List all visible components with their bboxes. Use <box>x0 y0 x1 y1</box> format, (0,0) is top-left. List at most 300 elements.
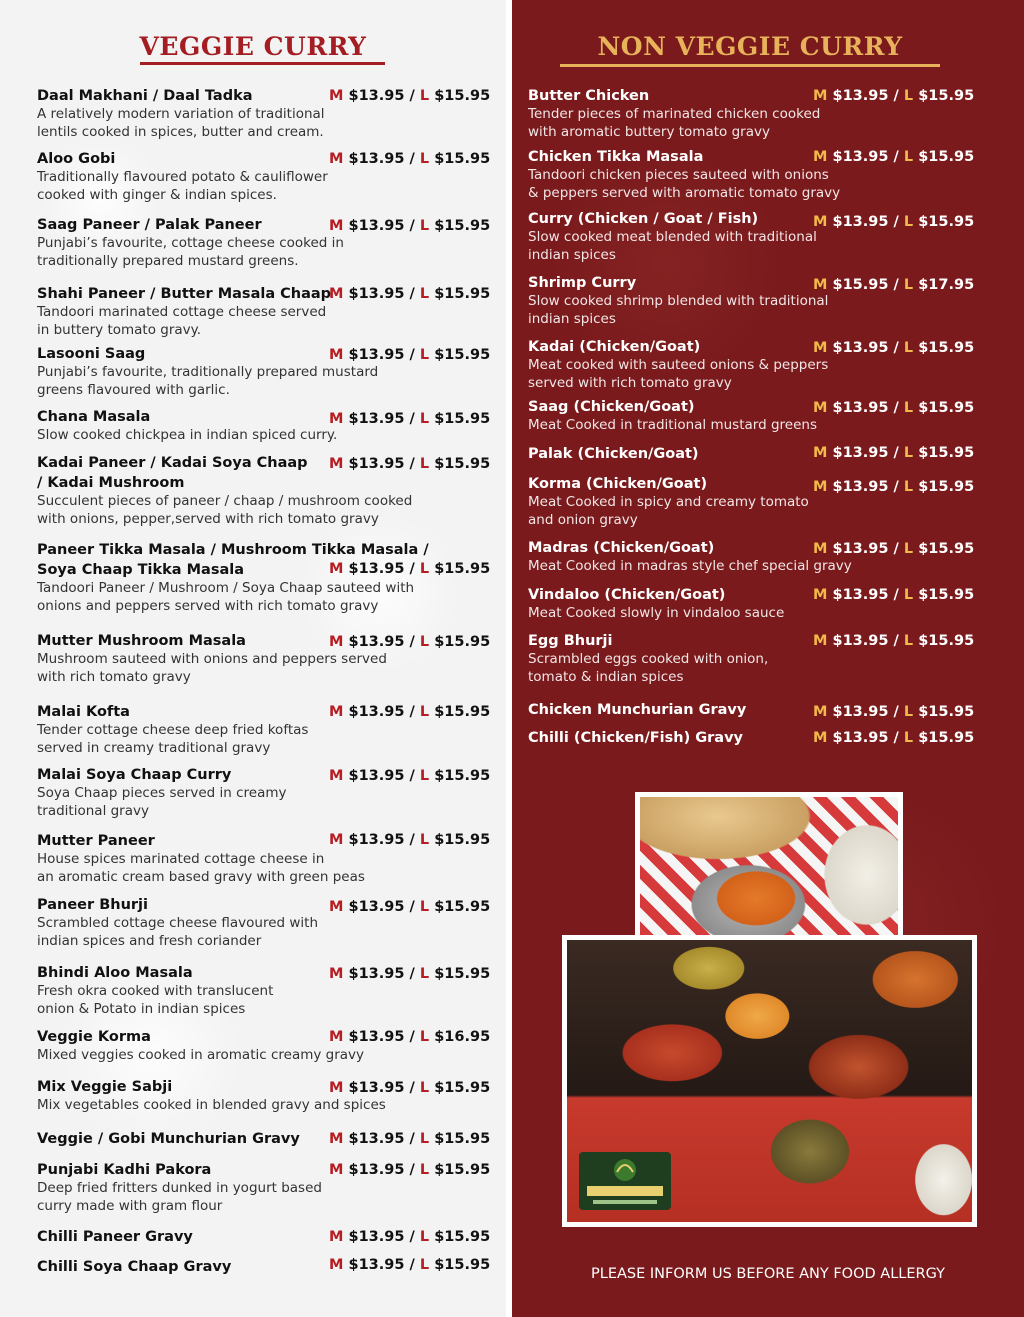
large-price: $15.95 <box>434 704 491 720</box>
large-size-label: L <box>419 88 430 104</box>
large-size-label: L <box>419 1229 430 1245</box>
medium-size-label: M <box>329 456 344 472</box>
medium-price: $13.95 <box>348 347 405 363</box>
item-name: Egg Bhurji <box>528 633 613 649</box>
large-price: $15.95 <box>434 347 491 363</box>
item-description: tomato & indian spices <box>528 668 684 685</box>
medium-size-label: M <box>329 88 344 104</box>
medium-size-label: M <box>813 277 828 293</box>
item-price <box>329 1129 490 1149</box>
item-name: Madras (Chicken/Goat) <box>528 540 715 556</box>
price-separator: / <box>409 286 415 302</box>
item-description: curry made with gram flour <box>37 1197 223 1214</box>
large-size-label: L <box>903 730 914 746</box>
large-size-label: L <box>419 561 430 577</box>
item-name: Curry (Chicken / Goat / Fish) <box>528 211 759 227</box>
medium-size-label: M <box>813 541 828 557</box>
medium-size-label: M <box>329 151 344 167</box>
medium-price: $13.95 <box>832 633 889 649</box>
price-separator: / <box>893 340 899 356</box>
item-name: Chilli Paneer Gravy <box>37 1229 193 1245</box>
item-description: Meat Cooked in madras style chef special gravy <box>528 558 852 574</box>
item-description: Slow cooked shrimp blended with traditional <box>528 293 829 309</box>
large-price: $15.95 <box>434 151 491 167</box>
medium-size-label: M <box>329 1080 344 1096</box>
item-description: onion & Potato in indian spices <box>37 1000 246 1017</box>
price-separator: / <box>893 214 899 230</box>
price-separator: / <box>409 88 415 104</box>
medium-size-label: M <box>329 1257 344 1273</box>
item-price <box>329 149 490 169</box>
item-name: Aloo Gobi <box>37 151 116 167</box>
medium-price: $13.95 <box>832 400 889 416</box>
medium-size-label: M <box>329 704 344 720</box>
price-separator: / <box>893 541 899 557</box>
item-price <box>329 409 490 429</box>
non-veggie-curry-title: NON VEGGIE CURRY <box>597 32 903 61</box>
item-description: Mixed veggies cooked in aromatic creamy gravy <box>37 1047 365 1063</box>
large-price: $15.95 <box>434 768 491 784</box>
large-size-label: L <box>903 400 914 416</box>
item-description: Soya Chaap pieces served in creamy <box>37 785 287 801</box>
medium-price: $13.95 <box>348 218 405 234</box>
medium-price: $13.95 <box>348 704 405 720</box>
price-separator: / <box>409 561 415 577</box>
item-name: Bhindi Aloo Masala <box>37 965 193 981</box>
item-description: Succulent pieces of paneer / chaap / mushroom cooked <box>37 493 413 509</box>
medium-size-label: M <box>813 479 828 495</box>
item-name: Soya Chaap Tikka Masala <box>37 562 245 578</box>
large-price: $15.95 <box>434 456 491 472</box>
medium-price: $13.95 <box>832 149 889 165</box>
medium-size-label: M <box>329 1229 344 1245</box>
item-price <box>329 1160 490 1180</box>
medium-size-label: M <box>329 347 344 363</box>
price-separator: / <box>409 1257 415 1273</box>
item-description: cooked with ginger & indian spices. <box>37 186 277 203</box>
medium-size-label: M <box>813 730 828 746</box>
medium-size-label: M <box>813 149 828 165</box>
item-description: Fresh okra cooked with translucent <box>37 983 274 999</box>
large-size-label: L <box>419 899 430 915</box>
price-separator: / <box>409 704 415 720</box>
price-separator: / <box>893 704 899 720</box>
large-size-label: L <box>903 277 914 293</box>
large-size-label: L <box>419 1131 430 1147</box>
item-price <box>329 702 490 722</box>
item-name: Punjabi Kadhi Pakora <box>37 1162 212 1178</box>
medium-price: $13.95 <box>348 1131 405 1147</box>
large-price: $15.95 <box>918 340 975 356</box>
price-separator: / <box>409 966 415 982</box>
medium-size-label: M <box>329 1162 344 1178</box>
item-name: Mutter Mushroom Masala <box>37 633 246 649</box>
large-size-label: L <box>419 832 430 848</box>
medium-size-label: M <box>813 633 828 649</box>
medium-price: $13.95 <box>348 634 405 650</box>
veggie-menu-item <box>37 1129 300 1149</box>
price-separator: / <box>893 633 899 649</box>
item-price <box>813 443 974 463</box>
medium-size-label: M <box>329 832 344 848</box>
item-name: Chilli (Chicken/Fish) Gravy <box>528 730 744 746</box>
price-separator: / <box>893 730 899 746</box>
large-size-label: L <box>903 340 914 356</box>
item-name: Palak (Chicken/Goat) <box>528 446 699 462</box>
item-description: Mix vegetables cooked in blended gravy and spices <box>37 1097 386 1113</box>
veggie-menu-item <box>37 895 318 950</box>
item-description: Tender pieces of marinated chicken cooked <box>528 106 821 122</box>
nonveg-menu-item <box>528 474 809 529</box>
medium-price: $13.95 <box>348 899 405 915</box>
large-price: $15.95 <box>434 634 491 650</box>
item-description: Meat Cooked in spicy and creamy tomato <box>528 494 809 510</box>
item-description: served in creamy traditional gravy <box>37 739 271 756</box>
large-size-label: L <box>419 411 430 427</box>
medium-price: $13.95 <box>348 966 405 982</box>
non-veggie-title-underline <box>560 64 940 67</box>
veggie-menu-item <box>37 1160 322 1215</box>
medium-price: $13.95 <box>832 587 889 603</box>
price-separator: / <box>409 832 415 848</box>
veggie-menu-item <box>37 284 331 339</box>
veggie-menu-item <box>37 86 325 141</box>
price-separator: / <box>893 445 899 461</box>
price-separator: / <box>409 1029 415 1045</box>
large-price: $15.95 <box>434 832 491 848</box>
item-description: traditional gravy <box>37 802 149 819</box>
item-name: Daal Makhani / Daal Tadka <box>37 88 253 104</box>
large-size-label: L <box>903 214 914 230</box>
medium-price: $13.95 <box>832 541 889 557</box>
item-price <box>813 338 974 358</box>
medium-price: $13.95 <box>348 88 405 104</box>
large-price: $15.95 <box>434 1080 491 1096</box>
item-name: Saag Paneer / Palak Paneer <box>37 217 262 233</box>
veggie-menu-item <box>37 765 287 820</box>
veggie-menu-item <box>37 407 337 445</box>
medium-size-label: M <box>329 411 344 427</box>
veggie-curry-title: VEGGIE CURRY <box>139 32 367 61</box>
item-description: with rich tomato gravy <box>37 668 191 685</box>
nonveg-menu-item <box>528 700 746 720</box>
medium-price: $13.95 <box>832 704 889 720</box>
large-price: $15.95 <box>918 88 975 104</box>
medium-size-label: M <box>813 88 828 104</box>
item-name: Veggie / Gobi Munchurian Gravy <box>37 1131 300 1147</box>
item-description: Meat Cooked in traditional mustard greens <box>528 417 817 433</box>
item-description: House spices marinated cottage cheese in <box>37 851 325 867</box>
item-description: indian spices <box>528 310 616 327</box>
large-size-label: L <box>419 768 430 784</box>
medium-size-label: M <box>329 286 344 302</box>
nonveg-menu-item <box>528 444 699 464</box>
nonveg-menu-item <box>528 397 817 435</box>
large-price: $15.95 <box>918 587 975 603</box>
price-separator: / <box>893 400 899 416</box>
item-description: served with rich tomato gravy <box>528 374 732 391</box>
item-description: greens flavoured with garlic. <box>37 381 230 398</box>
item-price <box>813 275 974 295</box>
item-description: & peppers served with aromatic tomato gravy <box>528 184 841 201</box>
large-price: $15.95 <box>918 149 975 165</box>
item-name: Chana Masala <box>37 409 151 425</box>
item-name: Kadai (Chicken/Goat) <box>528 339 701 355</box>
large-size-label: L <box>903 704 914 720</box>
item-description: Traditionally flavoured potato & cauliflower <box>37 169 328 185</box>
large-price: $15.95 <box>434 411 491 427</box>
item-price <box>329 1078 490 1098</box>
medium-size-label: M <box>813 400 828 416</box>
item-price <box>329 632 490 652</box>
medium-size-label: M <box>329 218 344 234</box>
large-size-label: L <box>419 218 430 234</box>
veggie-menu-item <box>37 963 273 1018</box>
medium-price: $13.95 <box>832 214 889 230</box>
large-price: $15.95 <box>434 899 491 915</box>
item-name: Chicken Tikka Masala <box>528 149 704 165</box>
price-separator: / <box>893 149 899 165</box>
medium-size-label: M <box>329 966 344 982</box>
medium-price: $13.95 <box>348 1229 405 1245</box>
large-price: $15.95 <box>918 633 975 649</box>
item-name: / Kadai Mushroom <box>37 475 185 491</box>
medium-price: $13.95 <box>348 561 405 577</box>
large-price: $15.95 <box>434 218 491 234</box>
item-description: A relatively modern variation of traditional <box>37 106 325 122</box>
large-size-label: L <box>419 1080 430 1096</box>
item-price <box>329 1027 490 1047</box>
item-name: Vindaloo (Chicken/Goat) <box>528 587 726 603</box>
item-price <box>329 284 490 304</box>
price-separator: / <box>893 479 899 495</box>
large-size-label: L <box>419 1257 430 1273</box>
price-separator: / <box>409 1229 415 1245</box>
large-price: $15.95 <box>918 445 975 461</box>
medium-price: $13.95 <box>348 832 405 848</box>
item-price <box>329 1227 490 1247</box>
item-description: Slow cooked meat blended with traditional <box>528 229 817 245</box>
medium-size-label: M <box>329 768 344 784</box>
nonveg-menu-item <box>528 631 768 686</box>
item-description: Slow cooked chickpea in indian spiced curry. <box>37 427 338 443</box>
item-name: Paneer Tikka Masala / Mushroom Tikka Masala / <box>37 542 429 558</box>
item-price <box>329 454 490 474</box>
large-price: $15.95 <box>918 704 975 720</box>
large-price: $15.95 <box>918 479 975 495</box>
veggie-menu-item <box>37 149 328 204</box>
item-description: Punjabi’s favourite, cottage cheese cooked in <box>37 235 344 251</box>
item-description: onions and peppers served with rich tomato gravy <box>37 597 379 614</box>
large-size-label: L <box>419 286 430 302</box>
medium-price: $13.95 <box>832 88 889 104</box>
item-name: Butter Chicken <box>528 88 650 104</box>
item-price <box>329 559 490 579</box>
item-description: in buttery tomato gravy. <box>37 321 202 338</box>
item-name: Saag (Chicken/Goat) <box>528 399 695 415</box>
large-size-label: L <box>903 445 914 461</box>
nonveg-menu-item <box>528 86 820 141</box>
medium-size-label: M <box>329 1029 344 1045</box>
item-name: Chicken Munchurian Gravy <box>528 702 747 718</box>
item-description: Mushroom sauteed with onions and peppers served <box>37 651 387 667</box>
item-description: Meat cooked with sauteed onions & peppers <box>528 357 829 373</box>
medium-price: $13.95 <box>348 1162 405 1178</box>
medium-price: $13.95 <box>348 1080 405 1096</box>
item-description: Tandoori marinated cottage cheese served <box>37 304 327 320</box>
item-price <box>813 477 974 497</box>
medium-price: $15.95 <box>832 277 889 293</box>
item-description: Scrambled eggs cooked with onion, <box>528 651 769 667</box>
medium-size-label: M <box>329 1131 344 1147</box>
item-description: Tandoori chicken pieces sauteed with onions <box>528 167 829 183</box>
item-name: Veggie Korma <box>37 1029 151 1045</box>
medium-price: $13.95 <box>348 411 405 427</box>
restaurant-logo-icon <box>579 1152 671 1210</box>
item-name: Korma (Chicken/Goat) <box>528 476 708 492</box>
veggie-menu-item <box>37 344 378 399</box>
item-name: Malai Kofta <box>37 704 130 720</box>
large-size-label: L <box>903 587 914 603</box>
large-price: $15.95 <box>918 214 975 230</box>
item-price <box>813 585 974 605</box>
item-description: indian spices <box>528 246 616 263</box>
veggie-menu-item <box>37 1227 193 1247</box>
veggie-panel <box>0 0 506 1317</box>
large-size-label: L <box>419 151 430 167</box>
price-separator: / <box>409 634 415 650</box>
price-separator: / <box>409 768 415 784</box>
item-name: Chilli Soya Chaap Gravy <box>37 1259 232 1275</box>
large-size-label: L <box>419 1029 430 1045</box>
item-description: with aromatic buttery tomato gravy <box>528 123 770 140</box>
price-separator: / <box>893 587 899 603</box>
item-description: traditionally prepared mustard greens. <box>37 252 299 269</box>
nonveg-menu-item <box>528 273 828 328</box>
large-price: $15.95 <box>434 1162 491 1178</box>
price-separator: / <box>409 456 415 472</box>
item-price <box>329 345 490 365</box>
large-price: $15.95 <box>434 1229 491 1245</box>
large-price: $15.95 <box>434 286 491 302</box>
nonveg-menu-item <box>528 538 852 576</box>
price-separator: / <box>409 411 415 427</box>
veggie-menu-item <box>37 831 365 886</box>
veggie-title-underline <box>140 62 385 65</box>
medium-price: $13.95 <box>348 456 405 472</box>
item-name: Mix Veggie Sabji <box>37 1079 173 1095</box>
item-description: Punjabi’s favourite, traditionally prepared mustard <box>37 364 379 380</box>
medium-price: $13.95 <box>832 479 889 495</box>
item-price <box>813 631 974 651</box>
item-price <box>813 147 974 167</box>
large-size-label: L <box>419 456 430 472</box>
veggie-menu-item <box>37 1257 231 1277</box>
medium-price: $13.95 <box>832 445 889 461</box>
large-size-label: L <box>903 479 914 495</box>
item-description: Tender cottage cheese deep fried koftas <box>37 722 309 738</box>
medium-size-label: M <box>813 704 828 720</box>
item-description: with onions, pepper,served with rich tomato gravy <box>37 510 379 527</box>
price-separator: / <box>409 151 415 167</box>
price-separator: / <box>893 277 899 293</box>
item-price <box>329 86 490 106</box>
medium-size-label: M <box>329 899 344 915</box>
large-price: $15.95 <box>434 561 491 577</box>
item-name: Shahi Paneer / Butter Masala Chaap <box>37 286 332 302</box>
item-description: Tandoori Paneer / Mushroom / Soya Chaap sauteed with <box>37 580 415 596</box>
item-price <box>329 216 490 236</box>
large-size-label: L <box>419 1162 430 1178</box>
large-size-label: L <box>419 966 430 982</box>
item-description: an aromatic cream based gravy with green peas <box>37 868 365 885</box>
large-price: $15.95 <box>434 88 491 104</box>
item-description: and onion gravy <box>528 511 638 528</box>
large-price: $15.95 <box>918 400 975 416</box>
food-spread-photo <box>562 935 977 1227</box>
large-size-label: L <box>419 634 430 650</box>
item-price <box>813 539 974 559</box>
price-separator: / <box>409 1080 415 1096</box>
item-description: lentils cooked in spices, butter and cream. <box>37 123 324 140</box>
item-price <box>813 212 974 232</box>
medium-size-label: M <box>329 634 344 650</box>
nonveg-menu-item <box>528 337 828 392</box>
medium-size-label: M <box>813 214 828 230</box>
item-price <box>329 964 490 984</box>
large-size-label: L <box>903 88 914 104</box>
price-separator: / <box>893 88 899 104</box>
item-price <box>813 398 974 418</box>
item-name: Lasooni Saag <box>37 346 146 362</box>
large-size-label: L <box>419 704 430 720</box>
large-price: $15.95 <box>434 1131 491 1147</box>
nonveg-menu-item <box>528 147 840 202</box>
nonveg-menu-item <box>528 585 784 623</box>
medium-price: $13.95 <box>348 1029 405 1045</box>
medium-size-label: M <box>813 587 828 603</box>
large-price: $15.95 <box>918 541 975 557</box>
large-size-label: L <box>419 347 430 363</box>
item-description: Meat Cooked slowly in vindaloo sauce <box>528 605 785 621</box>
medium-price: $13.95 <box>348 1257 405 1273</box>
price-separator: / <box>409 218 415 234</box>
item-price <box>329 766 490 786</box>
price-separator: / <box>409 1131 415 1147</box>
veggie-menu-item <box>37 1027 364 1065</box>
item-name: Kadai Paneer / Kadai Soya Chaap <box>37 455 308 471</box>
item-name: Mutter Paneer <box>37 833 155 849</box>
large-size-label: L <box>903 633 914 649</box>
medium-price: $13.95 <box>348 286 405 302</box>
item-price <box>329 830 490 850</box>
medium-price: $13.95 <box>348 151 405 167</box>
veggie-menu-item <box>37 215 344 270</box>
item-price <box>329 1255 490 1275</box>
item-description: Deep fried fritters dunked in yogurt based <box>37 1180 322 1196</box>
medium-price: $13.95 <box>348 768 405 784</box>
allergy-notice: PLEASE INFORM US BEFORE ANY FOOD ALLERGY <box>591 1266 945 1282</box>
item-name: Shrimp Curry <box>528 275 637 291</box>
medium-size-label: M <box>813 340 828 356</box>
large-price: $15.95 <box>434 966 491 982</box>
price-separator: / <box>409 347 415 363</box>
large-price: $17.95 <box>918 277 975 293</box>
item-price <box>813 702 974 722</box>
large-size-label: L <box>903 149 914 165</box>
item-price <box>813 728 974 748</box>
item-price <box>329 897 490 917</box>
